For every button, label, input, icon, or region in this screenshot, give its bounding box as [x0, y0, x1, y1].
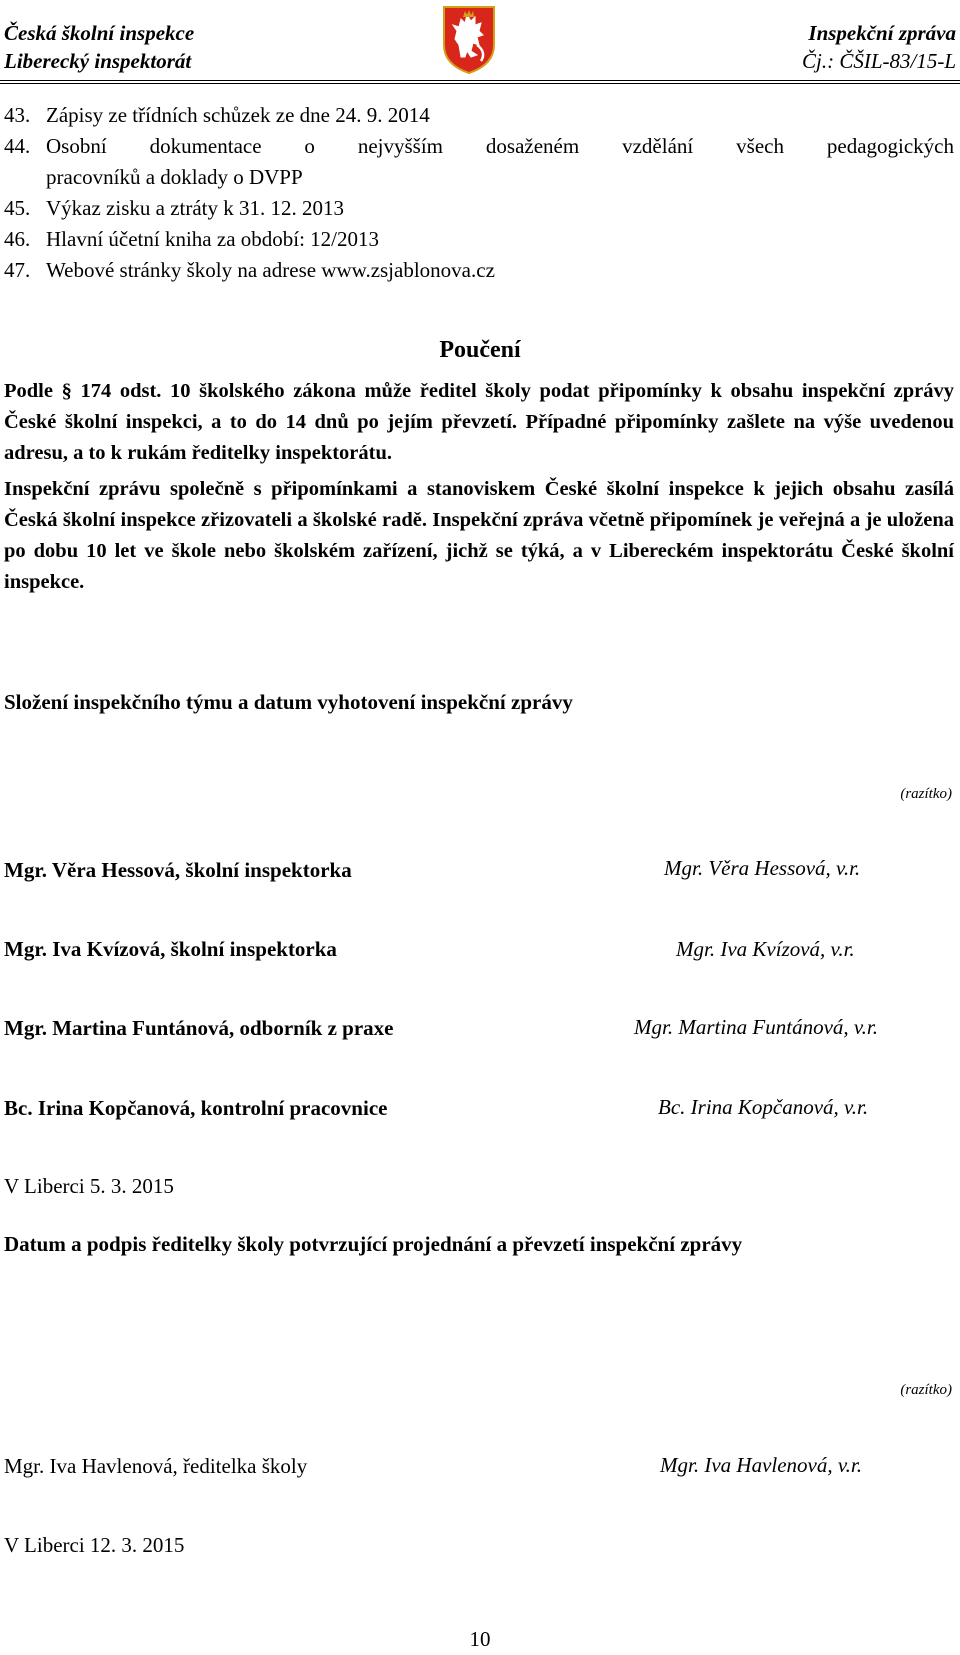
header-divider-second — [0, 83, 960, 84]
page-number: 10 — [469, 1627, 491, 1651]
list-item: 45. Výkaz zisku a ztráty k 31. 12. 2013 — [4, 196, 345, 220]
team-member-name: Mgr. Iva Kvízová, školní inspektorka — [4, 937, 337, 961]
team-section-title: Složení inspekčního týmu a datum vyhotovení inspekční zprávy — [4, 690, 573, 714]
team-member-signature: Mgr. Martina Funtánová, v.r. — [634, 1015, 879, 1039]
header-document-info — [802, 19, 956, 75]
org-line-2: Liberecký inspektorát — [4, 49, 192, 73]
team-member-name: Mgr. Věra Hessová, školní inspektorka — [4, 858, 352, 882]
team-member-signature: Bc. Irina Kopčanová, v.r. — [658, 1095, 869, 1119]
list-item: 46. Hlavní účetní kniha za období: 12/2013 — [4, 227, 380, 251]
attachment-list — [4, 100, 954, 286]
header-divider — [0, 80, 960, 81]
stamp-placeholder: (razítko) — [900, 786, 952, 802]
list-item-continuation: pracovníků a doklady o DVPP — [46, 165, 303, 189]
notice-heading: Poučení — [439, 337, 521, 363]
team-member-signature: Mgr. Iva Kvízová, v.r. — [676, 937, 855, 961]
stamp-placeholder: (razítko) — [900, 1382, 952, 1398]
team-member-name: Bc. Irina Kopčanová, kontrolní pracovnice — [4, 1096, 388, 1120]
team-member-signature: Mgr. Věra Hessová, v.r. — [664, 856, 861, 880]
header-organization — [4, 19, 194, 75]
reference-number: Čj.: ČŠIL-83/15-L — [801, 49, 956, 73]
principal-date: V Liberci 12. 3. 2015 — [4, 1533, 185, 1557]
team-date: V Liberci 5. 3. 2015 — [4, 1174, 174, 1198]
document-type: Inspekční zpráva — [808, 21, 956, 45]
team-member-name: Mgr. Martina Funtánová, odborník z praxe — [4, 1016, 394, 1040]
notice-paragraph-2: Inspekční zprávu společně s připomínkami a stanoviskem České školní inspekce k jejich obsahu zasílá Česká školní inspekce zřizovateli a školské radě. Inspekční zpráva včetně připomínek je veřejná a je uložena po dobu 10 let ve škole nebo školském zařízení, jichž se týká, a v Libereckém inspektorátu České školní inspekce. — [4, 478, 954, 593]
czech-lion-emblem-icon — [441, 5, 497, 74]
list-item: 44. Osobní dokumentace o nejvyšším dosaženém vzdělání všech pedagogických — [4, 134, 954, 158]
principal-signature: Mgr. Iva Havlenová, v.r. — [660, 1453, 862, 1477]
org-line-1: Česká školní inspekce — [4, 21, 195, 45]
list-item: 47. Webové stránky školy na adrese www.zsjablonova.cz — [4, 258, 495, 282]
notice-paragraph-1: Podle § 174 odst. 10 školského zákona může ředitel školy podat připomínky k obsahu inspekční zprávy České školní inspekci, a to do 14 dnů po jejím převzetí. Případné připomínky zašlete na výše uvedenou adresu, a to k rukám ředitelky inspektorátu. — [4, 380, 954, 464]
principal-name: Mgr. Iva Havlenová, ředitelka školy — [4, 1454, 308, 1478]
list-item: 43. Zápisy ze třídních schůzek ze dne 24. 9. 2014 — [4, 103, 430, 127]
principal-section-title: Datum a podpis ředitelky školy potvrzující projednání a převzetí inspekční zprávy — [4, 1232, 743, 1256]
